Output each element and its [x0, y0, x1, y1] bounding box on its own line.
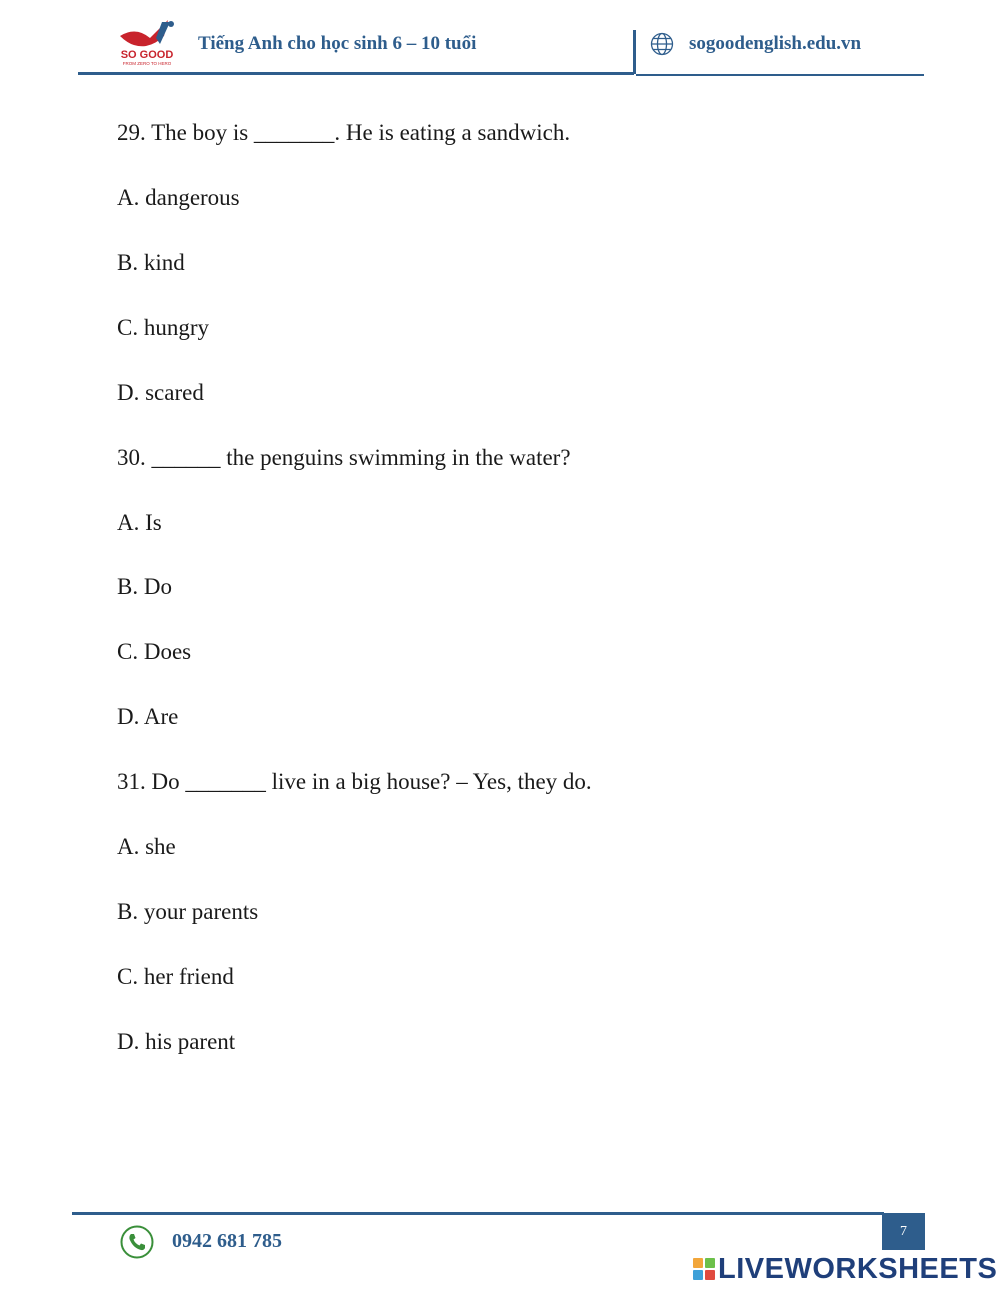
option-a: A. dangerous: [117, 185, 240, 210]
header-divider: [633, 30, 636, 74]
website-link[interactable]: sogoodenglish.edu.vn: [689, 33, 862, 54]
option-c: C. Does: [117, 639, 192, 664]
header-rule: [78, 72, 634, 75]
option-d: D. Are: [117, 704, 179, 729]
liveworksheets-logo[interactable]: [693, 1253, 997, 1285]
globe-icon: [650, 32, 674, 56]
option-a: A. Is: [117, 510, 162, 535]
option-a: A. she: [117, 834, 176, 859]
option-c: C. her friend: [117, 964, 234, 989]
page-number: 7: [882, 1213, 925, 1250]
option-b: B. your parents: [117, 899, 259, 924]
option-c: C. hungry: [117, 315, 209, 340]
question-31: 31. Do _______ live in a big house? – Yes, they do.: [117, 769, 592, 794]
svg-text:SO GOOD: SO GOOD: [120, 49, 174, 61]
sogood-logo: [116, 18, 178, 66]
option-d: D. his parent: [117, 1029, 236, 1054]
question-30: 30. ______ the penguins swimming in the water?: [117, 445, 571, 470]
header-rule: [636, 74, 924, 76]
liveworksheets-mark-icon: [693, 1258, 715, 1280]
phone-icon: [120, 1225, 154, 1259]
option-d: D. scared: [117, 380, 204, 405]
liveworksheets-text: LIVEWORKSHEETS: [718, 1252, 998, 1285]
option-b: B. kind: [117, 250, 185, 275]
svg-text:FROM ZERO TO HERO: FROM ZERO TO HERO: [122, 61, 172, 66]
question-29: 29. The boy is _______. He is eating a sandwich.: [117, 120, 571, 145]
option-b: B. Do: [117, 574, 172, 599]
header-title: Tiếng Anh cho học sinh 6 – 10 tuổi: [198, 33, 477, 54]
phone-number[interactable]: 0942 681 785: [172, 1230, 282, 1252]
footer-rule: [72, 1212, 884, 1215]
